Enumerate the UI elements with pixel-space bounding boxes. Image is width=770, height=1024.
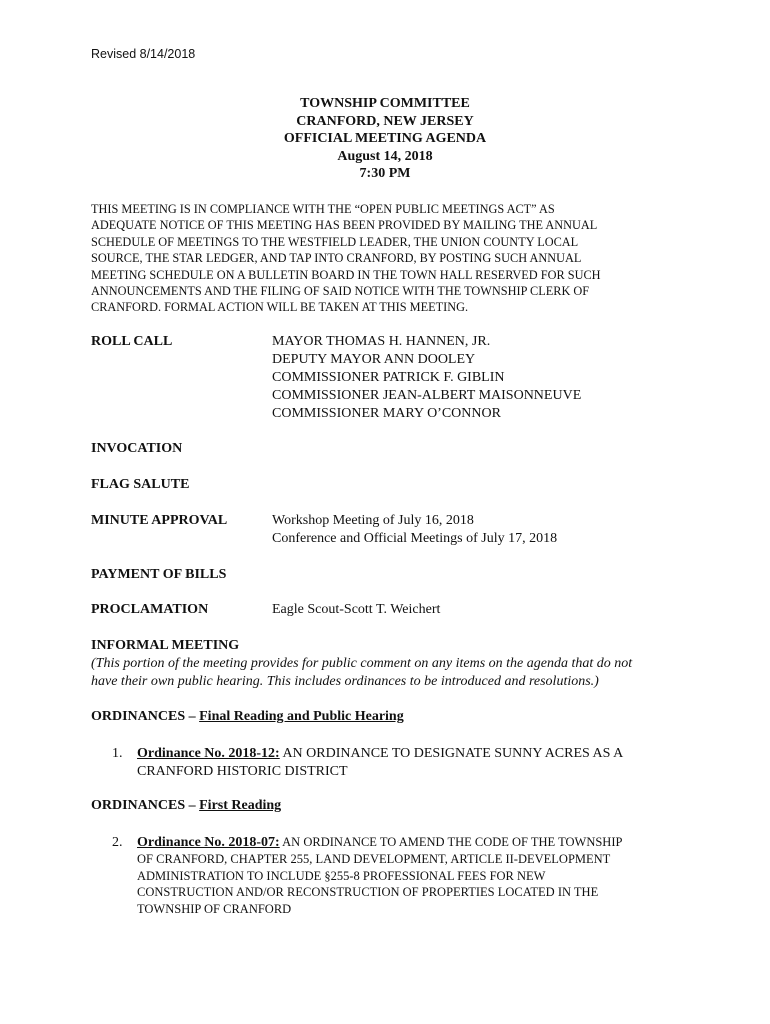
invocation-label: INVOCATION: [91, 441, 183, 456]
informal-note-line: have their own public hearing. This includes ordinances to be introduced and resolutions.): [91, 674, 599, 689]
informal-meeting-label: INFORMAL MEETING: [91, 638, 240, 653]
public-meetings-notice: [91, 201, 691, 316]
section-title: Final Reading and Public Hearing: [199, 709, 404, 724]
roll-call-members: [272, 333, 581, 423]
section-title: First Reading: [199, 798, 282, 813]
revision-date: Revised 8/14/2018: [91, 47, 196, 61]
notice-line: SOURCE, THE STAR LEDGER, AND TAP INTO CRANFORD, BY POSTING SUCH ANNUAL: [91, 251, 582, 266]
informal-note-line: (This portion of the meeting provides for public comment on any items on the agenda that do not: [91, 656, 633, 671]
flag-salute-label: FLAG SALUTE: [91, 477, 190, 492]
notice-line: THIS MEETING IS IN COMPLIANCE WITH THE “OPEN PUBLIC MEETINGS ACT” AS: [91, 202, 555, 216]
roll-call-label: ROLL CALL: [91, 334, 173, 349]
proclamation-value: Eagle Scout-Scott T. Weichert: [272, 602, 441, 617]
ordinance-text: CONSTRUCTION AND/OR RECONSTRUCTION OF PROPERTIES LOCATED IN THE: [137, 885, 599, 900]
ordinance-text: AN ORDINANCE TO DESIGNATE SUNNY ACRES AS A: [279, 746, 624, 761]
ordinance-reference: Ordinance No. 2018-12:: [137, 746, 280, 761]
minute-item: Conference and Official Meetings of July 17, 2018: [272, 531, 558, 546]
header-line-committee: TOWNSHIP COMMITTEE: [300, 96, 470, 111]
roll-call-member: COMMISSIONER JEAN-ALBERT MAISONNEUVE: [272, 388, 582, 403]
ordinance-item: [112, 745, 692, 780]
item-number: 2.: [112, 835, 123, 850]
roll-call-member: COMMISSIONER PATRICK F. GIBLIN: [272, 370, 505, 385]
ordinance-text: AN ORDINANCE TO AMEND THE CODE OF THE TOWNSHIP: [279, 835, 623, 849]
proclamation-label: PROCLAMATION: [91, 602, 209, 617]
minute-item: Workshop Meeting of July 16, 2018: [272, 513, 474, 528]
ordinances-first-heading: [91, 797, 281, 815]
ordinance-item: [112, 834, 692, 917]
ordinance-reference: Ordinance No. 2018-07:: [137, 835, 280, 850]
notice-line: ADEQUATE NOTICE OF THIS MEETING HAS BEEN PROVIDED BY MAILING THE ANNUAL: [91, 218, 598, 233]
payment-of-bills-label: PAYMENT OF BILLS: [91, 567, 227, 582]
notice-line: SCHEDULE OF MEETINGS TO THE WESTFIELD LEADER, THE UNION COUNTY LOCAL: [91, 234, 579, 249]
ordinance-text: TOWNSHIP OF CRANFORD: [137, 901, 292, 916]
section-prefix: ORDINANCES –: [91, 798, 200, 813]
roll-call-member: DEPUTY MAYOR ANN DOOLEY: [272, 352, 476, 367]
item-number: 1.: [112, 746, 123, 761]
informal-meeting-note: [91, 655, 632, 691]
ordinances-final-heading: [91, 708, 404, 726]
ordinance-text: ADMINISTRATION TO INCLUDE §255-8 PROFESSIONAL FEES FOR NEW: [137, 868, 546, 883]
roll-call-member: MAYOR THOMAS H. HANNEN, JR.: [272, 334, 491, 349]
notice-line: MEETING SCHEDULE ON A BULLETIN BOARD IN THE TOWN HALL RESERVED FOR SUCH: [91, 267, 601, 282]
header-line-location: CRANFORD, NEW JERSEY: [296, 113, 474, 129]
header-line-title: OFFICIAL MEETING AGENDA: [283, 131, 487, 146]
agenda-header: [0, 95, 770, 183]
notice-line: CRANFORD. FORMAL ACTION WILL BE TAKEN AT THIS MEETING.: [91, 300, 469, 315]
notice-line: ANNOUNCEMENTS AND THE FILING OF SAID NOTICE WITH THE TOWNSHIP CLERK OF: [91, 284, 590, 299]
section-prefix: ORDINANCES –: [91, 709, 200, 724]
minute-approval-items: [272, 512, 557, 548]
header-line-time: 7:30 PM: [359, 166, 411, 181]
minute-approval-label: MINUTE APPROVAL: [91, 513, 228, 528]
roll-call-member: COMMISSIONER MARY O’CONNOR: [272, 406, 501, 421]
ordinance-text: CRANFORD HISTORIC DISTRICT: [137, 763, 348, 779]
ordinance-text: OF CRANFORD, CHAPTER 255, LAND DEVELOPMENT, ARTICLE II-DEVELOPMENT: [137, 852, 611, 867]
header-line-date: August 14, 2018: [337, 148, 433, 164]
